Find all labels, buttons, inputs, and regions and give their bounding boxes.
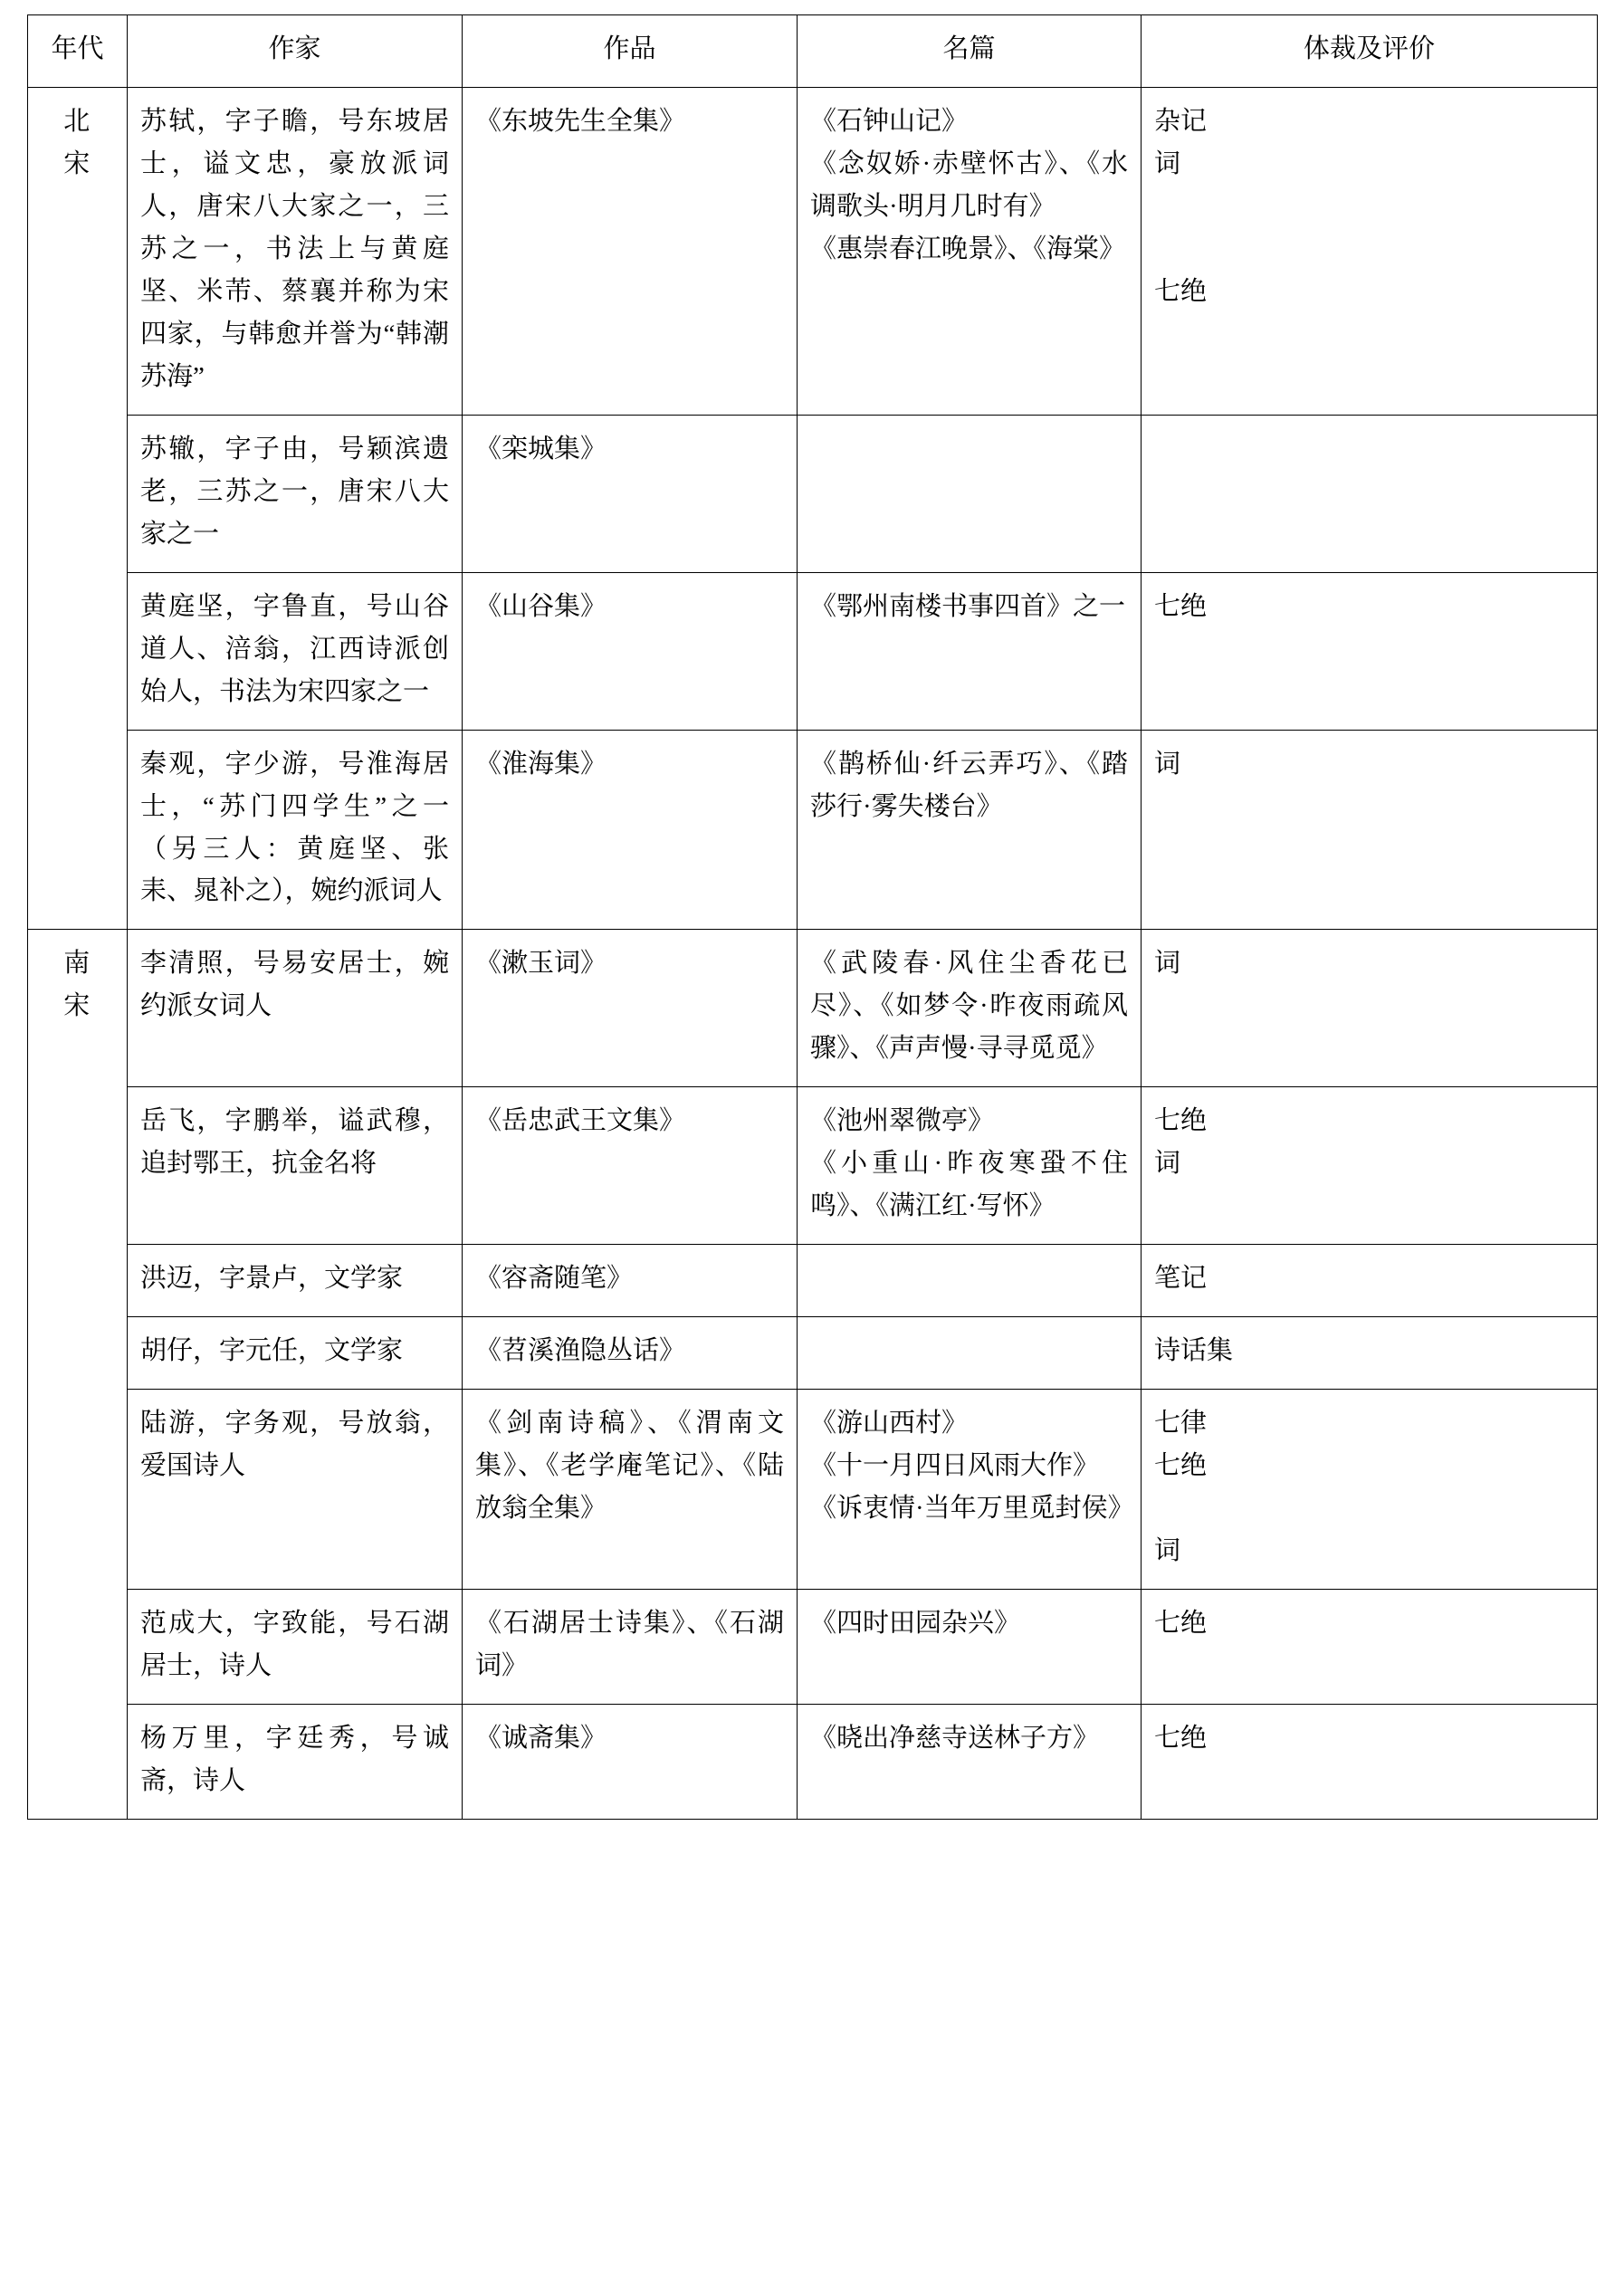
- famous-line: 《游山西村》: [810, 1409, 969, 1439]
- famous-cell: [798, 930, 1142, 1087]
- table-row: [28, 1390, 1598, 1590]
- genre-line: 七绝: [1154, 1451, 1208, 1481]
- works-cell: [463, 1705, 798, 1820]
- genre-cell: [1142, 1245, 1598, 1317]
- famous-line: 《十一月四日风雨大作》: [810, 1451, 1100, 1481]
- genre-line: 七绝: [1154, 276, 1208, 306]
- works-text: 《石湖居士诗集》、《石湖词》: [475, 1609, 784, 1681]
- author-cell: [128, 1087, 463, 1245]
- column-header-genre: 体裁及评价: [1142, 15, 1598, 88]
- table-row: [28, 572, 1598, 730]
- table-row: [28, 1590, 1598, 1705]
- famous-cell: [798, 1317, 1142, 1390]
- famous-cell: [798, 730, 1142, 930]
- genre-line: 笔记: [1154, 1264, 1208, 1294]
- works-text: 《东坡先生全集》: [475, 106, 686, 136]
- works-text: 《诚斋集》: [475, 1724, 607, 1753]
- author-cell: [128, 415, 463, 572]
- genre-cell: [1142, 730, 1598, 930]
- author-cell: [128, 1390, 463, 1590]
- genre-cell: [1142, 1590, 1598, 1705]
- genre-cell: [1142, 1390, 1598, 1590]
- works-text: 《容斋随笔》: [475, 1264, 634, 1294]
- column-header-era: 年代: [28, 15, 128, 88]
- table-body: [28, 87, 1598, 1819]
- famous-line: 《惠崇春江晚景》、《海棠》: [810, 234, 1126, 263]
- famous-line: 《武陵春·风住尘香花已尽》、《如梦令·昨夜雨疏风骤》、《声声慢·寻寻觅觅》: [810, 949, 1128, 1064]
- famous-cell: [798, 572, 1142, 730]
- author-text: 陆游，字务观，号放翁，爱国诗人: [140, 1409, 449, 1481]
- author-cell: [128, 572, 463, 730]
- author-text: 范成大，字致能，号石湖居士，诗人: [140, 1609, 449, 1681]
- famous-line: 《念奴娇·赤壁怀古》、《水调歌头·明月几时有》: [810, 148, 1128, 221]
- table-row: [28, 1245, 1598, 1317]
- table-header: [28, 15, 1598, 88]
- author-text: 李清照，号易安居士，婉约派女词人: [140, 949, 449, 1021]
- genre-cell: [1142, 87, 1598, 415]
- genre-line: 词: [1154, 749, 1181, 779]
- famous-line: 《鄂州南楼书事四首》之一: [810, 591, 1126, 621]
- famous-line: 《石钟山记》: [810, 106, 969, 136]
- genre-line: 七绝: [1154, 591, 1208, 621]
- author-text: 黄庭坚，字鲁直，号山谷道人、涪翁，江西诗派创始人，书法为宋四家之一: [140, 591, 449, 706]
- author-cell: [128, 1590, 463, 1705]
- table-row: [28, 730, 1598, 930]
- author-text: 苏轼，字子瞻，号东坡居士，谥文忠，豪放派词人，唐宋八大家之一，三苏之一，书法上与黄庭坚、米芾、蔡襄并称为宋四家，与韩愈并誉为“韩潮苏海”: [140, 106, 449, 391]
- genre-line: 七绝: [1154, 1724, 1208, 1753]
- famous-line: 《池州翠微亭》: [810, 1106, 995, 1136]
- author-text: 杨万里，字廷秀，号诚斋，诗人: [140, 1724, 449, 1795]
- author-cell: [128, 930, 463, 1087]
- famous-cell: [798, 1590, 1142, 1705]
- works-cell: [463, 1087, 798, 1245]
- genre-line: 词: [1154, 148, 1181, 178]
- table-header-row: [28, 15, 1598, 88]
- author-text: 苏辙，字子由，号颖滨遗老，三苏之一，唐宋八大家之一: [140, 434, 449, 549]
- table-row: [28, 1087, 1598, 1245]
- genre-cell: [1142, 1317, 1598, 1390]
- author-text: 秦观，字少游，号淮海居士，“苏门四学生”之一（另三人：黄庭坚、张耒、晁补之），婉约派词人: [140, 749, 449, 906]
- works-text: 《苕溪渔隐丛话》: [475, 1336, 686, 1366]
- works-cell: [463, 930, 798, 1087]
- genre-cell: [1142, 572, 1598, 730]
- author-text: 岳飞，字鹏举，谥武穆，追封鄂王，抗金名将: [140, 1106, 449, 1179]
- works-text: 《山谷集》: [475, 591, 607, 621]
- works-cell: [463, 572, 798, 730]
- works-text: 《淮海集》: [475, 749, 607, 779]
- works-cell: [463, 1390, 798, 1590]
- genre-line: 词: [1154, 949, 1181, 979]
- author-cell: [128, 87, 463, 415]
- genre-cell: [1142, 930, 1598, 1087]
- famous-line: 《鹊桥仙·纤云弄巧》、《踏莎行·雾失楼台》: [810, 749, 1128, 821]
- works-text: 《漱玉词》: [475, 949, 607, 979]
- famous-cell: [798, 87, 1142, 415]
- works-cell: [463, 1590, 798, 1705]
- famous-cell: [798, 415, 1142, 572]
- author-text: 洪迈，字景卢，文学家: [140, 1264, 404, 1294]
- table-row: [28, 1317, 1598, 1390]
- famous-line: 《晓出净慈寺送林子方》: [810, 1724, 1100, 1753]
- table-row: [28, 930, 1598, 1087]
- works-cell: [463, 415, 798, 572]
- era-cell-northern-song: 北 宋: [28, 87, 128, 929]
- works-cell: [463, 1245, 798, 1317]
- works-text: 《剑南诗稿》、《渭南文集》、《老学庵笔记》、《陆放翁全集》: [475, 1409, 784, 1524]
- genre-line: 杂记: [1154, 106, 1208, 136]
- genre-cell: [1142, 1705, 1598, 1820]
- column-header-works: 作品: [463, 15, 798, 88]
- table-row: [28, 1705, 1598, 1820]
- genre-line: 七绝: [1154, 1609, 1208, 1639]
- famous-cell: [798, 1390, 1142, 1590]
- table-row: [28, 87, 1598, 415]
- genre-line: 七律: [1154, 1409, 1208, 1439]
- author-cell: [128, 1705, 463, 1820]
- genre-line: 词: [1154, 1536, 1181, 1566]
- works-text: 《栾城集》: [475, 434, 607, 464]
- works-text: 《岳忠武王文集》: [475, 1106, 686, 1136]
- famous-line: 《小重山·昨夜寒蛩不住鸣》、《满江红·写怀》: [810, 1149, 1128, 1221]
- literature-table: [27, 14, 1598, 1820]
- author-cell: [128, 730, 463, 930]
- works-cell: [463, 1317, 798, 1390]
- column-header-author: 作家: [128, 15, 463, 88]
- column-header-famous: 名篇: [798, 15, 1142, 88]
- author-cell: [128, 1245, 463, 1317]
- famous-cell: [798, 1087, 1142, 1245]
- works-cell: [463, 730, 798, 930]
- famous-cell: [798, 1705, 1142, 1820]
- genre-cell: [1142, 1087, 1598, 1245]
- famous-line: 《四时田园杂兴》: [810, 1609, 1021, 1639]
- table-row: [28, 415, 1598, 572]
- era-cell-southern-song: 南 宋: [28, 930, 128, 1820]
- famous-cell: [798, 1245, 1142, 1317]
- works-cell: [463, 87, 798, 415]
- author-text: 胡仔，字元任，文学家: [140, 1336, 404, 1366]
- genre-line: 词: [1154, 1149, 1181, 1179]
- famous-line: 《诉衷情·当年万里觅封侯》: [810, 1494, 1134, 1524]
- genre-line: 七绝: [1154, 1106, 1208, 1136]
- genre-line: 诗话集: [1154, 1336, 1234, 1366]
- author-cell: [128, 1317, 463, 1390]
- genre-cell: [1142, 415, 1598, 572]
